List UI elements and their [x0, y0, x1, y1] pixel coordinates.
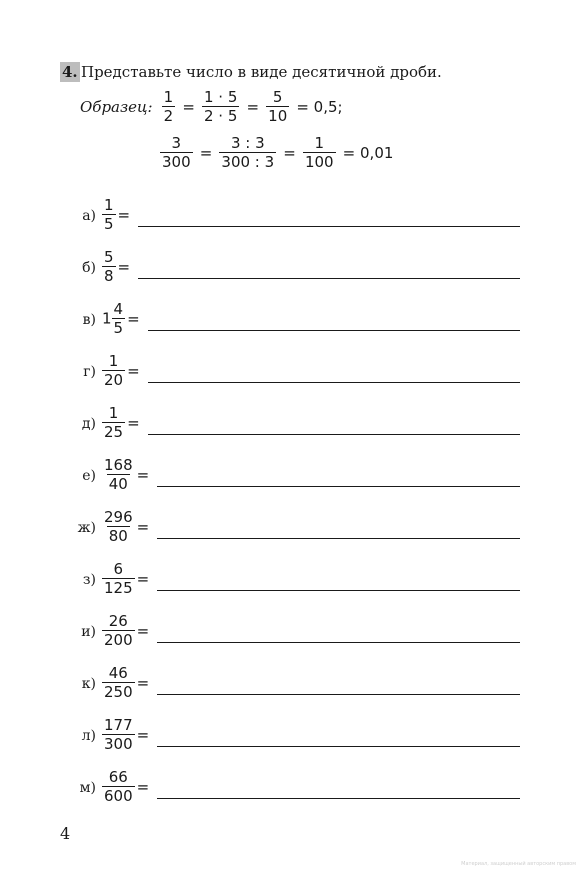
sample-fraction: $\frac{3}{300}$: [162, 134, 191, 171]
equals-sign: =: [127, 309, 140, 328]
whole-part: 1: [102, 309, 112, 328]
exercise-letter: г): [83, 364, 96, 380]
equals-sign: =: [136, 725, 150, 744]
exercise-expression: [102, 300, 142, 337]
exercise-expression: [102, 560, 151, 597]
equals-sign: =: [136, 777, 150, 796]
exercise-row: [0, 196, 584, 240]
exercise-fraction: $\frac{6}{125}$: [104, 560, 133, 597]
answer-line[interactable]: [157, 486, 520, 487]
exercise-letter: ж): [77, 520, 96, 536]
exercise-expression: [102, 456, 151, 493]
exercise-fraction: $\frac{1}{25}$: [104, 404, 124, 441]
sample-fraction: $\frac{5}{10}$: [268, 88, 288, 125]
exercise-expression: [102, 768, 151, 805]
exercise-row: [0, 664, 584, 708]
exercise-letter: а): [82, 208, 96, 224]
answer-line[interactable]: [157, 538, 520, 539]
exercise-row: [0, 768, 584, 812]
equals-sign: =: [246, 97, 260, 116]
copyright-watermark: Материал, защищенный авторским правом: [461, 861, 576, 867]
equals-sign: =: [136, 569, 150, 588]
exercise-row: [0, 404, 584, 448]
sample-line-1: [80, 88, 345, 125]
exercise-letter: к): [81, 676, 96, 692]
exercise-expression: [102, 404, 142, 441]
exercise-row: [0, 300, 584, 344]
answer-line[interactable]: [157, 694, 520, 695]
exercise-fraction: $\frac{66}{600}$: [104, 768, 133, 805]
task-instruction: Представьте число в виде десятичной дроби.: [81, 63, 442, 81]
sample-result: = 0,5;: [296, 97, 343, 116]
exercise-row: [0, 560, 584, 604]
sample-fraction: $\frac{1}{2}$: [163, 88, 174, 125]
equals-sign: =: [127, 361, 140, 380]
exercise-expression: [102, 508, 151, 545]
exercise-fraction: $\frac{46}{250}$: [104, 664, 133, 701]
sample-fraction: $\frac{1}{100}$: [304, 134, 334, 171]
exercise-expression: [102, 196, 132, 233]
exercise-letter: и): [81, 624, 96, 640]
sample-line-2: [160, 134, 395, 171]
exercise-row: [0, 508, 584, 552]
answer-line[interactable]: [148, 382, 520, 383]
answer-line[interactable]: [157, 590, 520, 591]
exercise-fraction: $\frac{4}{5}$: [113, 300, 124, 337]
sample-fraction: $\frac{1 \cdot 5}{2 \cdot 5}$: [203, 88, 238, 125]
equals-sign: =: [117, 205, 131, 224]
equals-sign: =: [136, 465, 150, 484]
answer-line[interactable]: [148, 330, 520, 331]
equals-sign: =: [182, 97, 195, 116]
exercise-letter: л): [81, 728, 96, 744]
exercise-letter: в): [82, 312, 96, 328]
exercise-letter: д): [81, 416, 96, 432]
exercise-letter: м): [79, 780, 96, 796]
answer-line[interactable]: [148, 434, 520, 435]
exercise-expression: [102, 352, 142, 389]
exercise-fraction: $\frac{1}{20}$: [104, 352, 124, 389]
equals-sign: =: [199, 143, 213, 162]
answer-line[interactable]: [138, 278, 520, 279]
sample-fraction: $\frac{3 : 3}{300 : 3}$: [221, 134, 275, 171]
exercise-fraction: $\frac{296}{80}$: [104, 508, 133, 545]
exercise-letter: б): [82, 260, 96, 276]
sample-result: = 0,01: [342, 143, 394, 162]
task-number: 4.: [62, 63, 78, 81]
answer-line[interactable]: [157, 798, 520, 799]
exercise-row: [0, 352, 584, 396]
exercise-fraction: $\frac{26}{200}$: [104, 612, 133, 649]
equals-sign: =: [117, 257, 131, 276]
equals-sign: =: [127, 413, 140, 432]
exercise-fraction: $\frac{168}{40}$: [104, 456, 133, 493]
exercise-row: [0, 456, 584, 500]
answer-line[interactable]: [157, 746, 520, 747]
page-number: 4: [60, 824, 71, 843]
sample-label: Образец:: [80, 97, 153, 116]
exercise-row: [0, 612, 584, 656]
exercise-letter: з): [82, 572, 96, 588]
equals-sign: =: [283, 143, 296, 162]
exercise-expression: [102, 664, 151, 701]
exercise-row: [0, 716, 584, 760]
exercise-expression: [102, 248, 132, 285]
answer-line[interactable]: [138, 226, 520, 227]
exercise-letter: е): [82, 468, 96, 484]
answer-line[interactable]: [157, 642, 520, 643]
exercise-fraction: $\frac{5}{8}$: [104, 248, 114, 285]
exercise-fraction: $\frac{177}{300}$: [104, 716, 133, 753]
exercise-expression: [102, 716, 151, 753]
equals-sign: =: [136, 673, 150, 692]
exercise-expression: [102, 612, 151, 649]
equals-sign: =: [136, 621, 150, 640]
equals-sign: =: [136, 517, 150, 536]
exercise-row: [0, 248, 584, 292]
exercise-fraction: $\frac{1}{5}$: [104, 196, 114, 233]
